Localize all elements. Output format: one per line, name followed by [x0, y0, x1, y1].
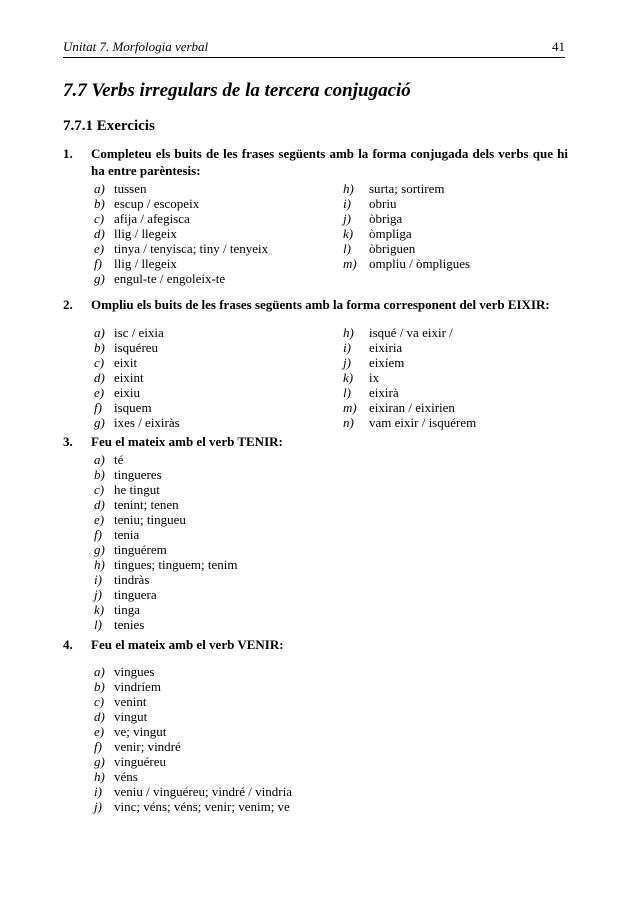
item-letter: e) — [94, 385, 105, 400]
exercise-3-instruction — [63, 433, 568, 450]
item-letter: f) — [94, 400, 102, 415]
item-answer: venint — [114, 694, 147, 709]
item-answer: òbriga — [369, 211, 403, 226]
item-letter: j) — [343, 211, 351, 226]
item-answer: teniu; tingueu — [114, 512, 186, 527]
item-answer: ve; vingut — [114, 724, 167, 739]
exercise-1-instruction — [63, 145, 568, 179]
page-number: 41 — [552, 39, 565, 54]
exercise-text: Completeu els buits de les frases següents amb la forma conjugada dels verbs que hi ha entre parèntesis: — [91, 146, 568, 178]
item-answer: té — [114, 452, 124, 467]
item-letter: f) — [94, 527, 102, 542]
item-letter: a) — [94, 452, 105, 467]
item-letter: m) — [343, 256, 357, 271]
exercise-number: 3. — [63, 434, 73, 449]
item-answer: tenies — [114, 617, 145, 632]
item-letter: i) — [94, 572, 102, 587]
section-title: 7.7 Verbs irregulars de la tercera conjugació — [63, 80, 411, 101]
item-letter: f) — [94, 256, 102, 271]
exercise-text: Ompliu els buits de les frases següents amb la forma corresponent del verb EIXIR: — [91, 297, 550, 312]
item-answer: engul-te / engoleix-te — [114, 271, 226, 286]
item-answer: tenint; tenen — [114, 497, 179, 512]
item-answer: eixirà — [369, 385, 399, 400]
item-letter: f) — [94, 739, 102, 754]
item-letter: b) — [94, 340, 105, 355]
item-answer: isquem — [114, 400, 152, 415]
item-letter: j) — [94, 799, 102, 814]
exercise-text: Feu el mateix amb el verb TENIR: — [91, 434, 283, 449]
item-answer: he tingut — [114, 482, 160, 497]
item-letter: h) — [94, 769, 105, 784]
item-answer: véns — [114, 769, 138, 784]
item-letter: k) — [343, 226, 354, 241]
exercise-number: 1. — [63, 146, 73, 161]
item-letter: b) — [94, 467, 105, 482]
item-letter: l) — [343, 385, 351, 400]
item-answer: tussen — [114, 181, 147, 196]
item-answer: eixit — [114, 355, 138, 370]
item-answer: surta; sortirem — [369, 181, 445, 196]
item-answer: vingut — [114, 709, 148, 724]
item-letter: e) — [94, 241, 105, 256]
page-header — [63, 37, 565, 58]
item-letter: c) — [94, 482, 105, 497]
exercise-4-instruction — [63, 636, 568, 653]
item-answer: vam eixir / isquérem — [369, 415, 477, 430]
item-letter: d) — [94, 709, 105, 724]
item-answer: òmpliga — [369, 226, 412, 241]
item-answer: eixiu — [114, 385, 140, 400]
item-letter: a) — [94, 325, 105, 340]
item-answer: tenia — [114, 527, 140, 542]
item-answer: vinguéreu — [114, 754, 166, 769]
subsection-title: 7.7.1 Exercicis — [63, 118, 155, 134]
item-letter: g) — [94, 542, 105, 557]
item-answer: isquéreu — [114, 340, 159, 355]
item-answer: veniu / vinguéreu; vindré / vindria — [114, 784, 292, 799]
item-letter: i) — [94, 784, 102, 799]
item-letter: e) — [94, 724, 105, 739]
item-answer: eixint — [114, 370, 144, 385]
item-letter: h) — [343, 325, 354, 340]
exercise-number: 4. — [63, 637, 73, 652]
item-letter: j) — [94, 587, 102, 602]
item-answer: afija / afegisca — [114, 211, 190, 226]
chapter-title: Unitat 7. Morfologia verbal — [63, 39, 209, 54]
exercise-number: 2. — [63, 297, 73, 312]
item-answer: isc / eixia — [114, 325, 164, 340]
item-letter: g) — [94, 415, 105, 430]
item-letter: d) — [94, 226, 105, 241]
item-answer: venir; vindré — [114, 739, 181, 754]
item-letter: l) — [94, 617, 102, 632]
item-answer: tingueres — [114, 467, 162, 482]
item-answer: vinc; véns; véns; venir; venim; ve — [114, 799, 290, 814]
item-answer: vingues — [114, 664, 155, 679]
item-answer: ix — [369, 370, 380, 385]
item-answer: llig / llegeix — [114, 256, 177, 271]
item-letter: a) — [94, 664, 105, 679]
item-letter: c) — [94, 694, 105, 709]
item-letter: k) — [343, 370, 354, 385]
item-answer: tinguera — [114, 587, 157, 602]
item-answer: tinguérem — [114, 542, 167, 557]
item-letter: g) — [94, 271, 105, 286]
item-answer: eixiria — [369, 340, 403, 355]
exercise-2-instruction — [63, 296, 568, 313]
item-answer: eixíem — [369, 355, 405, 370]
item-answer: eixiran / eixirien — [369, 400, 455, 415]
item-letter: k) — [94, 602, 105, 617]
item-answer: escup / escopeix — [114, 196, 200, 211]
item-letter: c) — [94, 211, 105, 226]
item-letter: j) — [343, 355, 351, 370]
item-answer: tinga — [114, 602, 140, 617]
item-answer: ixes / eixiràs — [114, 415, 180, 430]
item-answer: llig / llegeix — [114, 226, 177, 241]
item-letter: b) — [94, 679, 105, 694]
item-letter: c) — [94, 355, 105, 370]
item-answer: tindràs — [114, 572, 150, 587]
item-letter: a) — [94, 181, 105, 196]
item-letter: b) — [94, 196, 105, 211]
item-letter: h) — [343, 181, 354, 196]
item-answer: obriu — [369, 196, 397, 211]
item-answer: tinya / tenyisca; tiny / tenyeix — [114, 241, 269, 256]
item-letter: n) — [343, 415, 354, 430]
item-letter: m) — [343, 400, 357, 415]
item-letter: h) — [94, 557, 105, 572]
item-letter: i) — [343, 196, 351, 211]
item-letter: e) — [94, 512, 105, 527]
item-letter: l) — [343, 241, 351, 256]
item-answer: ompliu / òmpligues — [369, 256, 471, 271]
item-answer: vindríem — [114, 679, 161, 694]
item-answer: isqué / va eixir / — [369, 325, 453, 340]
item-letter: i) — [343, 340, 351, 355]
item-answer: òbriguen — [369, 241, 416, 256]
item-answer: tingues; tinguem; tenim — [114, 557, 238, 572]
item-letter: d) — [94, 497, 105, 512]
item-letter: d) — [94, 370, 105, 385]
item-letter: g) — [94, 754, 105, 769]
exercise-text: Feu el mateix amb el verb VENIR: — [91, 637, 284, 652]
